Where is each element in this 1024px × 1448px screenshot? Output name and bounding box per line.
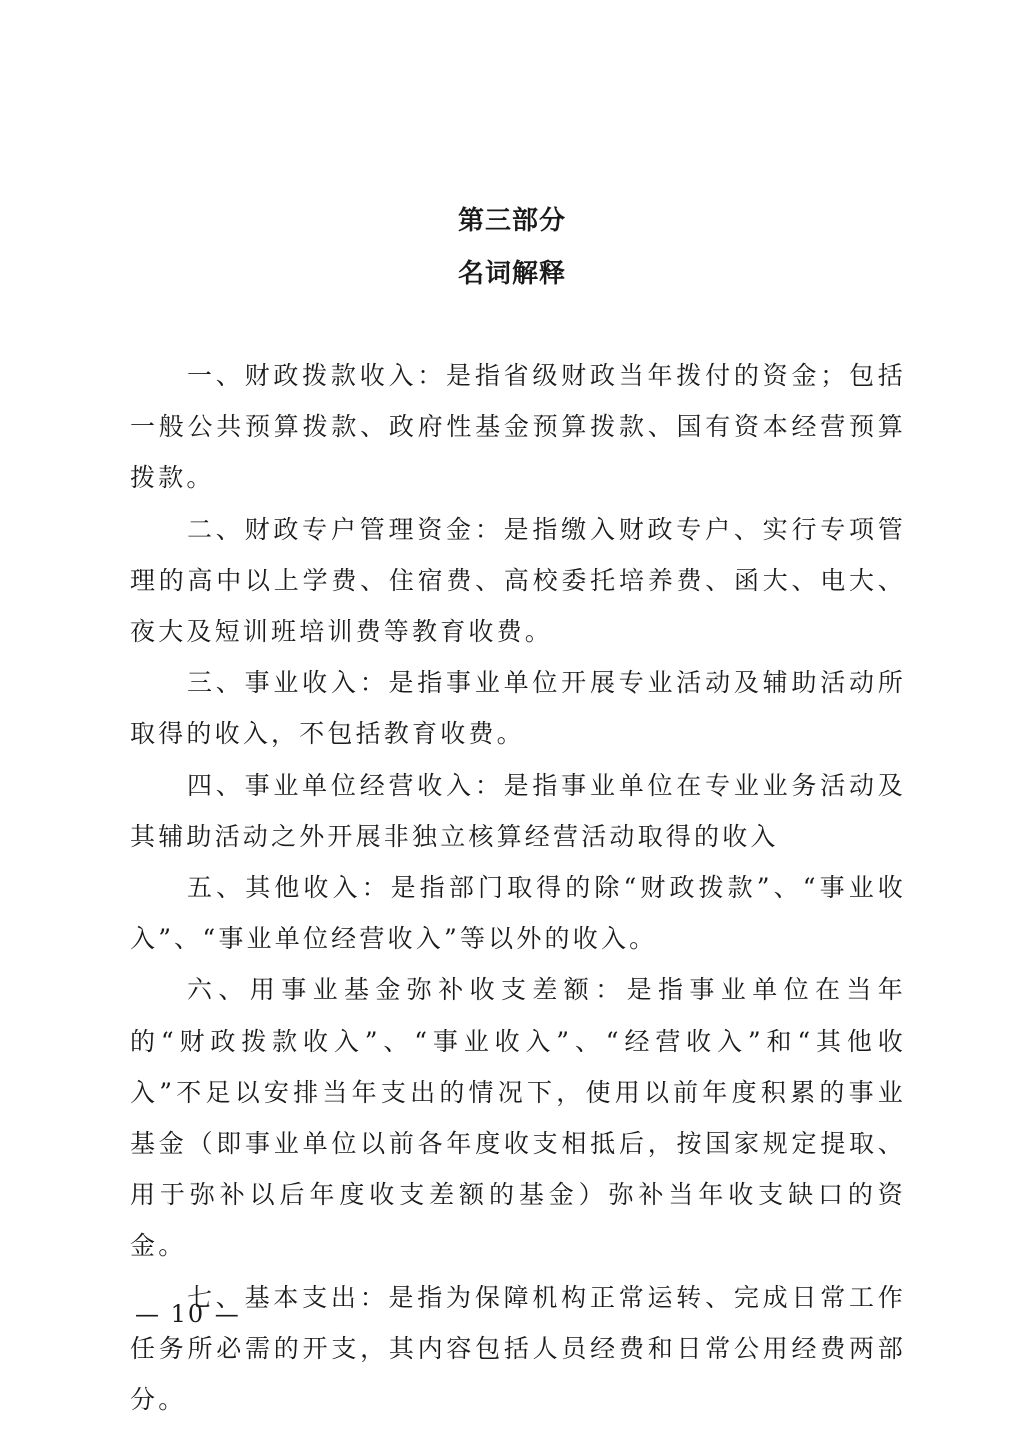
page-number: — 10 — bbox=[135, 1300, 241, 1328]
section-title: 第三部分 bbox=[457, 206, 566, 236]
paragraph-business-fund-offset: 六、用事业基金弥补收支差额：是指事业单位在当年的“财政拨款收入”、“事业收入”、“经营收入”和“其他收入”不足以安排当年支出的情况下，使用以前年度积累的事业基金（即事业单位以前各年度收支相抵后，按国家规定提取、用于弥补以后年度收支差额的基金）弥补当年收支缺口的资金。 bbox=[130, 975, 906, 1261]
section-subtitle: 名词解释 bbox=[457, 259, 566, 289]
document-body bbox=[130, 350, 906, 1425]
paragraph-business-income: 三、事业收入：是指事业单位开展专业活动及辅助活动所取得的收入，不包括教育收费。 bbox=[130, 668, 906, 749]
paragraph-other-income: 五、其他收入：是指部门取得的除“财政拨款”、“事业收入”、“事业单位经营收入”等以外的收入。 bbox=[130, 873, 906, 954]
paragraph-operating-income: 四、事业单位经营收入：是指事业单位在专业业务活动及其辅助活动之外开展非独立核算经营活动取得的收入 bbox=[130, 770, 906, 851]
paragraph-basic-expenditure: 七、基本支出：是指为保障机构正常运转、完成日常工作任务所必需的开支，其内容包括人员经费和日常公用经费两部分。 bbox=[130, 1282, 906, 1415]
paragraph-financial-appropriation-income: 一、财政拨款收入：是指省级财政当年拨付的资金；包括一般公共预算拨款、政府性基金预算拨款、国有资本经营预算拨款。 bbox=[130, 361, 906, 493]
paragraph-special-account-funds: 二、财政专户管理资金：是指缴入财政专户、实行专项管理的高中以上学费、住宿费、高校委托培养费、函大、电大、夜大及短训班培训费等教育收费。 bbox=[130, 514, 906, 647]
